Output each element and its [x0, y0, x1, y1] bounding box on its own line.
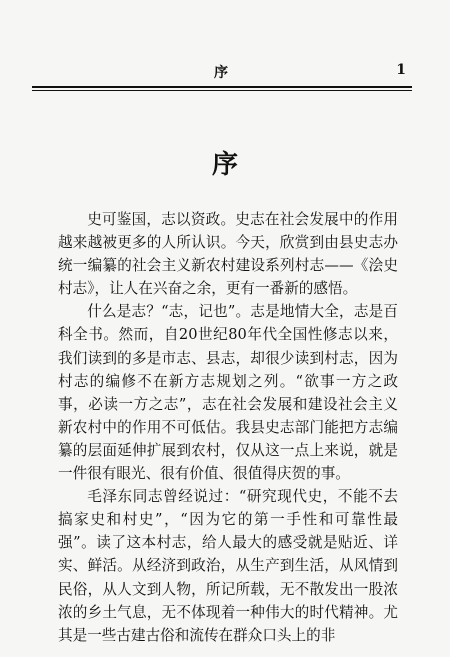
page-number: 1 [396, 62, 406, 78]
running-header-title: 序 [214, 65, 230, 81]
running-header [32, 62, 412, 84]
paragraph-2: 什么是志？“志，记也”。志是地情大全，志是百科全书。然而，自20世纪80年代全国性修志以来，我们读到的多是市志、县志，却很少读到村志，因为村志的编修不在新方志规划之列。“欲事一方之政事，必读一方之志”，志在社会发展和建设社会主义新农村中的作用不可低估。我县史志部门能把方志编纂的层面延伸扩展到农村，仅从这一点上来说，就是一件很有眼光、很有价值、很值得庆贺的事。 [58, 303, 398, 483]
body-text [58, 208, 398, 647]
chapter-title: 序 [211, 150, 238, 180]
paragraph-3: 毛泽东同志曾经说过：“研究现代史，不能不去搞家史和村史”，“因为它的第一手性和可靠性最强”。读了这本村志，给人最大的感受就是贴近、详实、鲜活。从经济到政治，从生产到生活，从风情到民俗，从人文到人物，所记所载，无不散发出一股浓浓的乡土气息，无不体现着一种伟大的时代精神。尤其是一些古建古俗和流传在群众口头上的非 [58, 488, 398, 644]
header-rule-thin [32, 90, 412, 91]
header-rule-thick [32, 86, 412, 88]
paragraph-1: 史可鉴国，志以资政。史志在社会发展中的作用越来越被更多的人所认识。今天，欣赏到由县史志办统一编纂的社会主义新农村建设系列村志——《浍史村志》，让人在兴奋之余，更有一番新的感悟。 [58, 211, 398, 298]
